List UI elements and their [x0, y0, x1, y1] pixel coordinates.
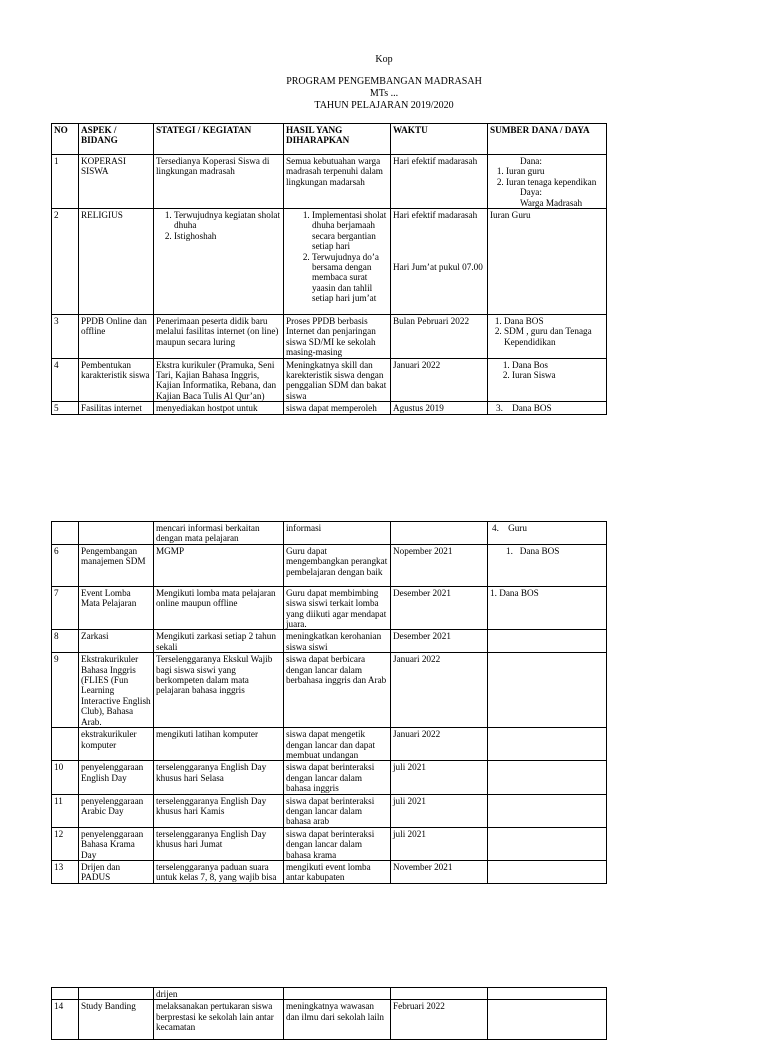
row-sumber: 4. Guru [488, 522, 607, 545]
row-hasil [284, 209, 391, 315]
row-waktu: juli 2021 [391, 794, 488, 827]
sumber-item: 1. Dana Bos [512, 360, 604, 370]
table-row [52, 761, 607, 794]
row-aspek: PPDB Online dan offline [79, 315, 154, 359]
sumber-item: 2. Iuran Siswa [512, 370, 604, 380]
school-name: MTs ... [369, 88, 399, 99]
row-sumber [488, 988, 607, 1000]
table-header-row [52, 124, 607, 155]
waktu-item: Hari Jum’at pukul 07.00 [393, 262, 483, 273]
row-sumber [488, 794, 607, 827]
row-hasil: Proses PPDB berbasis Internet dan penjaringan siswa SD/MI ke sekolah masing-masing [284, 315, 391, 359]
row-sumber: 1. Dana BOS [488, 544, 607, 586]
row-waktu: Hari efektif madarasah [391, 155, 488, 209]
row-hasil: siswa dapat mengetik dengan lancar dan dapat membuat undangan [284, 728, 391, 761]
row-strategi: terselenggaranya paduan suara untuk kelas 7, 8, yang wajib bisa [154, 860, 284, 883]
table-row [52, 315, 607, 359]
row-aspek: ekstrakurikuler komputer [79, 728, 154, 761]
row-sumber: 3. Dana BOS [488, 402, 607, 414]
row-no: 6 [52, 544, 79, 586]
row-waktu: Bulan Pebruari 2022 [391, 315, 488, 359]
academic-year: TAHUN PELAJARAN 2019/2020 [314, 100, 454, 111]
sumber-item: 2. SDM , guru dan Tenaga Kependidikan [504, 326, 604, 347]
row-no: 13 [52, 860, 79, 883]
row-waktu: juli 2021 [391, 827, 488, 860]
row-strategi: Tersedianya Koperasi Siswa di lingkungan madrasah [154, 155, 284, 209]
table-row [52, 402, 607, 414]
row-sumber [488, 860, 607, 883]
row-strategi: drijen [154, 988, 284, 1000]
row-sumber [488, 761, 607, 794]
row-hasil [284, 988, 391, 1000]
hasil-item: 2. Terwujudnya do’a bersama dengan membaca surat yaasin dan tahlil setiap hari jum’at [312, 252, 388, 304]
row-waktu: Januari 2022 [391, 653, 488, 728]
row-no: 12 [52, 827, 79, 860]
row-hasil: Guru dapat membimbing siswa siswi terkait lomba yang diikuti agar mendapat juara. [284, 586, 391, 630]
row-strategi: Terselenggaranya Ekskul Wajib bagi siswa siswi yang berkompeten dalam mata pelajaran bahasa inggris [154, 653, 284, 728]
table-row [52, 155, 607, 209]
row-aspek: Zarkasi [79, 630, 154, 653]
row-no: 10 [52, 761, 79, 794]
row-strategi: terselenggaranya English Day khusus hari Kamis [154, 794, 284, 827]
col-header-no: NO [52, 124, 79, 155]
row-strategi: terselenggaranya English Day khusus hari Selasa [154, 761, 284, 794]
row-sumber [488, 630, 607, 653]
row-aspek: Fasilitas internet [79, 402, 154, 414]
row-no: 11 [52, 794, 79, 827]
row-strategi: Mengikuti zarkasi setiap 2 tahun sekali [154, 630, 284, 653]
col-header-strategi: STATEGI / KEGIATAN [154, 124, 284, 155]
row-no: 14 [52, 1000, 79, 1040]
table-row [52, 544, 607, 586]
daya-item: Warga Madrasah [520, 197, 583, 208]
row-waktu: Desember 2021 [391, 630, 488, 653]
row-waktu: juli 2021 [391, 761, 488, 794]
table-row [52, 653, 607, 728]
row-no: 1 [52, 155, 79, 209]
row-hasil: siswa dapat berinteraksi dengan lancar dalam bahasa inggris [284, 761, 391, 794]
table-row [52, 209, 607, 315]
row-hasil: siswa dapat berinteraksi dengan lancar dalam bahasa arab [284, 794, 391, 827]
kop-label: Kop [375, 54, 393, 65]
row-strategi: Penerimaan peserta didik baru melalui fasilitas internet (on line) maupun secara luring [154, 315, 284, 359]
row-no: 7 [52, 586, 79, 630]
daya-heading: Daya: [520, 187, 542, 198]
row-aspek: Ekstrakurikuler Bahasa Inggris (FLIES (Fun Learning Interactive English Club), Bahasa Arab. [79, 653, 154, 728]
table-row [52, 827, 607, 860]
row-sumber [488, 728, 607, 761]
row-aspek: Pembentukan karakteristik siswa [79, 358, 154, 402]
row-waktu [391, 522, 488, 545]
row-no: 3 [52, 315, 79, 359]
row-waktu [391, 988, 488, 1000]
table-row [52, 1000, 607, 1040]
row-no: 9 [52, 653, 79, 728]
row-waktu: Agustus 2019 [391, 402, 488, 414]
row-strategi [154, 209, 284, 315]
row-waktu: Desember 2021 [391, 586, 488, 630]
sumber-item: 1. Dana BOS [504, 316, 604, 326]
row-aspek: RELIGIUS [79, 209, 154, 315]
waktu-item: Hari efektif madarasah [393, 210, 478, 221]
row-waktu: Januari 2022 [391, 358, 488, 402]
row-strategi: mengikuti latihan komputer [154, 728, 284, 761]
col-header-hasil: HASIL YANG DIHARAPKAN [284, 124, 391, 155]
col-header-sumber: SUMBER DANA / DAYA [488, 124, 607, 155]
row-strategi: mencari informasi berkaitan dengan mata pelajaran [154, 522, 284, 545]
row-strategi: terselenggaranya English Day khusus hari Jumat [154, 827, 284, 860]
row-no [52, 988, 79, 1000]
row-aspek: Drijen dan PADUS [79, 860, 154, 883]
row-no: 8 [52, 630, 79, 653]
row-strategi: Mengikuti lomba mata pelajaran online maupun offline [154, 586, 284, 630]
col-header-waktu: WAKTU [391, 124, 488, 155]
col-header-aspek: ASPEK / BIDANG [79, 124, 154, 155]
row-hasil: siswa dapat berbicara dengan lancar dalam berbahasa inggris dan Arab [284, 653, 391, 728]
row-hasil: mengikuti event lomba antar kabupaten [284, 860, 391, 883]
row-sumber [488, 315, 607, 359]
table-row [52, 630, 607, 653]
sumber-item: 1. Iuran guru [506, 166, 604, 176]
row-aspek: Study Banding [79, 1000, 154, 1040]
strategi-item: 2. Istighoshah [174, 231, 281, 241]
row-no: 2 [52, 209, 79, 315]
row-hasil: Semua kebutuahan warga madrasah terpenuhi dalam lingkungan madarsah [284, 155, 391, 209]
row-waktu: Januari 2022 [391, 728, 488, 761]
table-row [52, 988, 607, 1000]
table-row [52, 728, 607, 761]
row-no: 4 [52, 358, 79, 402]
row-no: 5 [52, 402, 79, 414]
table-row [52, 586, 607, 630]
row-hasil: informasi [284, 522, 391, 545]
document-title: PROGRAM PENGEMBANGAN MADRASAH [286, 76, 482, 87]
hasil-item: 1. Implementasi sholat dhuha berjamaah secara bergantian setiap hari [312, 210, 388, 252]
row-strategi: MGMP [154, 544, 284, 586]
row-strategi: Ekstra kurikuler (Pramuka, Seni Tari, Kajian Bahasa Inggris, Kajian Informatika, Rebana, dan Kajian Baca Tulis Al Qur’an) [154, 358, 284, 402]
row-aspek: penyelenggaraan Bahasa Krama Day [79, 827, 154, 860]
program-table-part-1 [51, 123, 607, 415]
program-table-part-2 [51, 521, 607, 884]
row-waktu: November 2021 [391, 860, 488, 883]
row-sumber: 1. Dana BOS [488, 586, 607, 630]
table-row [52, 794, 607, 827]
row-aspek: Event Lomba Mata Pelajaran [79, 586, 154, 630]
row-no [52, 728, 79, 761]
row-sumber [488, 1000, 607, 1040]
row-hasil: Meningkatnya skill dan karekteristik siswa dengan penggalian SDM dan bakat siswa [284, 358, 391, 402]
row-hasil: meningkatkan kerohanian siswa siswi [284, 630, 391, 653]
row-waktu [391, 209, 488, 315]
program-table-part-3 [51, 987, 607, 1040]
table-row [52, 860, 607, 883]
row-strategi: menyediakan hostpot untuk [154, 402, 284, 414]
row-aspek: Pengembangan manajemen SDM [79, 544, 154, 586]
row-hasil: meningkatnya wawasan dan ilmu dari sekolah lailn [284, 1000, 391, 1040]
row-sumber [488, 358, 607, 402]
row-aspek: penyelenggaraan English Day [79, 761, 154, 794]
row-aspek [79, 988, 154, 1000]
table-row [52, 358, 607, 402]
sumber-item: 2. Iuran tenaga kependikan [506, 177, 604, 187]
sumber-heading: Dana: [520, 156, 542, 166]
strategi-item: 1. Terwujudnya kegiatan sholat dhuha [174, 210, 281, 231]
row-strategi: melaksanakan pertukaran siswa berprestasi ke sekolah lain antar kecamatan [154, 1000, 284, 1040]
row-waktu: Februari 2022 [391, 1000, 488, 1040]
row-hasil: siswa dapat memperoleh [284, 402, 391, 414]
row-hasil: siswa dapat berinteraksi dengan lancar dalam bahasa krama [284, 827, 391, 860]
row-hasil: Guru dapat mengembangkan perangkat pembelajaran dengan baik [284, 544, 391, 586]
row-sumber [488, 155, 607, 209]
row-sumber [488, 653, 607, 728]
row-no [52, 522, 79, 545]
row-aspek: KOPERASI SISWA [79, 155, 154, 209]
row-aspek: penyelenggaraan Arabic Day [79, 794, 154, 827]
row-sumber [488, 827, 607, 860]
row-sumber: Iuran Guru [488, 209, 607, 315]
row-aspek [79, 522, 154, 545]
table-row [52, 522, 607, 545]
row-waktu: Nopember 2021 [391, 544, 488, 586]
